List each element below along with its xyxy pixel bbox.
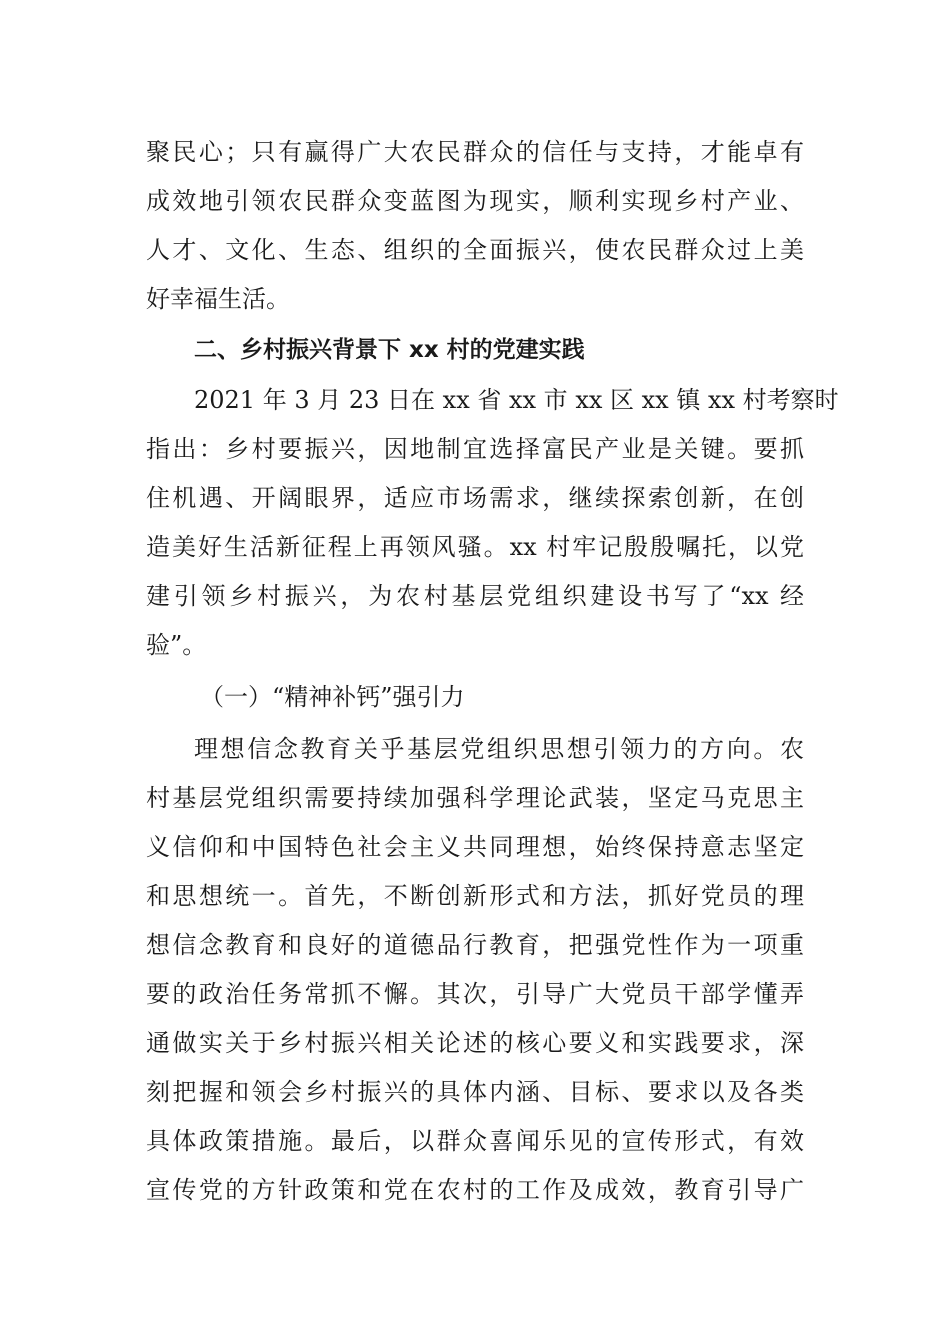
text-line: 通做实关于乡村振兴相关论述的核心要义和实践要求，深	[146, 1029, 804, 1057]
text-line: 聚民心；只有赢得广大农民群众的信任与支持，才能卓有	[146, 138, 804, 166]
text-line: 2021 年 3 月 23 日在 xx 省 xx 市 xx 区 xx 镇 xx 村考察时	[194, 386, 839, 414]
text-line: 建引领乡村振兴，为农村基层党组织建设书写了“xx 经	[146, 582, 804, 610]
text-line: 好幸福生活。	[146, 285, 290, 313]
text-line: 要的政治任务常抓不懈。其次，引导广大党员干部学懂弄	[146, 980, 804, 1008]
text-line: 宣传党的方针政策和党在农村的工作及成效，教育引导广	[146, 1176, 804, 1204]
text-line: 想信念教育和良好的道德品行教育，把强党性作为一项重	[146, 931, 804, 959]
subsection-heading: （一）“精神补钙”强引力	[200, 683, 465, 711]
text-line: 造美好生活新征程上再领风骚。xx 村牢记殷殷嘱托，以党	[146, 533, 804, 561]
text-line: 刻把握和领会乡村振兴的具体内涵、目标、要求以及各类	[146, 1078, 804, 1106]
text-line: 人才、文化、生态、组织的全面振兴，使农民群众过上美	[146, 236, 804, 264]
text-line: 理想信念教育关乎基层党组织思想引领力的方向。农	[194, 735, 804, 763]
text-line: 成效地引领农民群众变蓝图为现实，顺利实现乡村产业、	[146, 187, 804, 215]
text-line: 和思想统一。首先，不断创新形式和方法，抓好党员的理	[146, 882, 804, 910]
text-line: 验”。	[146, 631, 207, 659]
text-line: 村基层党组织需要持续加强科学理论武装，坚定马克思主	[146, 784, 804, 812]
text-line: 义信仰和中国特色社会主义共同理想，始终保持意志坚定	[146, 833, 804, 861]
text-line: 具体政策措施。最后，以群众喜闻乐见的宣传形式，有效	[146, 1127, 804, 1155]
text-line: 指出：乡村要振兴，因地制宜选择富民产业是关键。要抓	[146, 435, 804, 463]
section-heading: 二、乡村振兴背景下 xx 村的党建实践	[194, 337, 585, 363]
text-line: 住机遇、开阔眼界，适应市场需求，继续探索创新，在创	[146, 484, 804, 512]
